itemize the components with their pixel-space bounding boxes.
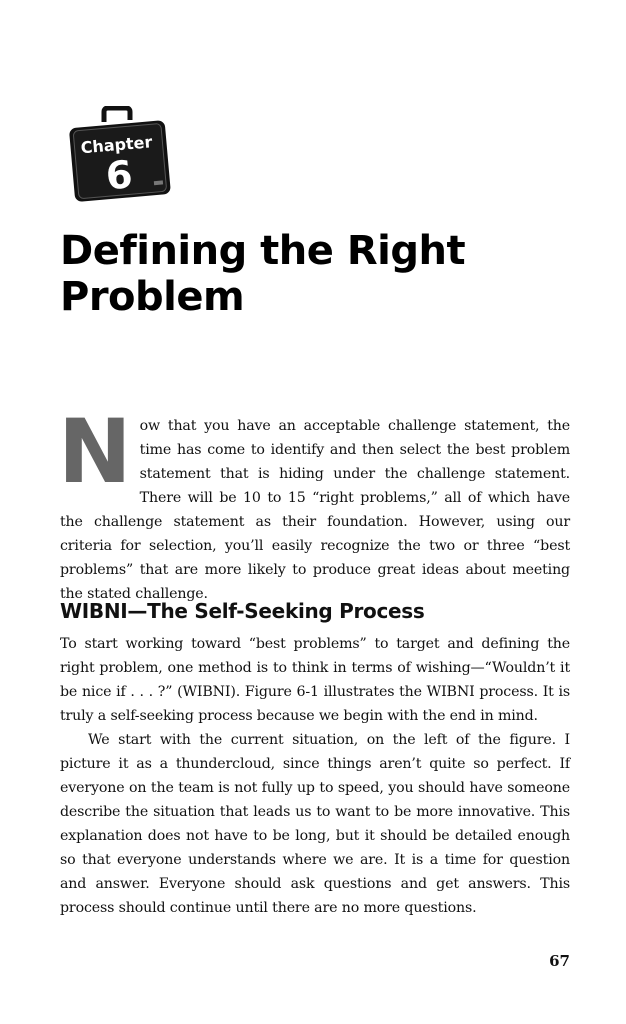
intro-text: ow that you have an acceptable challenge statement, the time has come to identify and then select the best problem statement that is hiding under the challenge statement. There will be 10 to 15 “right problems,” all of which have the challenge statement as their foundation. However, using our criteria for selection, you’ll easily recognize the two or three “best problems” that are more likely to produce great ideas about meeting the stated challenge. (60, 418, 570, 602)
section-paragraph-2: We start with the current situation, on the left of the figure. I picture it as a thundercloud, since things aren’t quite so perfect. If everyone on the team is not fully up to speed, you should have someone describe the situation that leads us to want to be more innovative. This explanation does not have to be long, but it should be detailed enough so that everyone understands where we are. It is a time for question and answer. Everyone should ask questions and get answers. This process should continue until there are no more questions. (60, 732, 570, 916)
briefcase-icon (68, 106, 174, 202)
section-paragraph-1: To start working toward “best problems” to target and defining the right problem, one method is to think in terms of wishing—“Wouldn’t it be nice if . . . ?” (WIBNI). Figure 6-1 illustrates the WIBNI process. It is truly a self-seeking process because we begin with the end in mind. (60, 636, 570, 724)
chapter-label: Chapter (79, 132, 154, 158)
section-heading: WIBNI—The Self-Seeking Process (60, 599, 425, 623)
chapter-title (60, 228, 465, 320)
chapter-title-line-2: Problem (60, 274, 245, 320)
intro-paragraph (58, 400, 570, 606)
page-number: 67 (549, 952, 570, 970)
chapter-number: 6 (104, 152, 135, 199)
section-body (60, 632, 570, 920)
drop-cap: N (58, 400, 132, 503)
chapter-title-line-1: Defining the Right (60, 228, 466, 274)
chapter-badge (68, 106, 174, 202)
